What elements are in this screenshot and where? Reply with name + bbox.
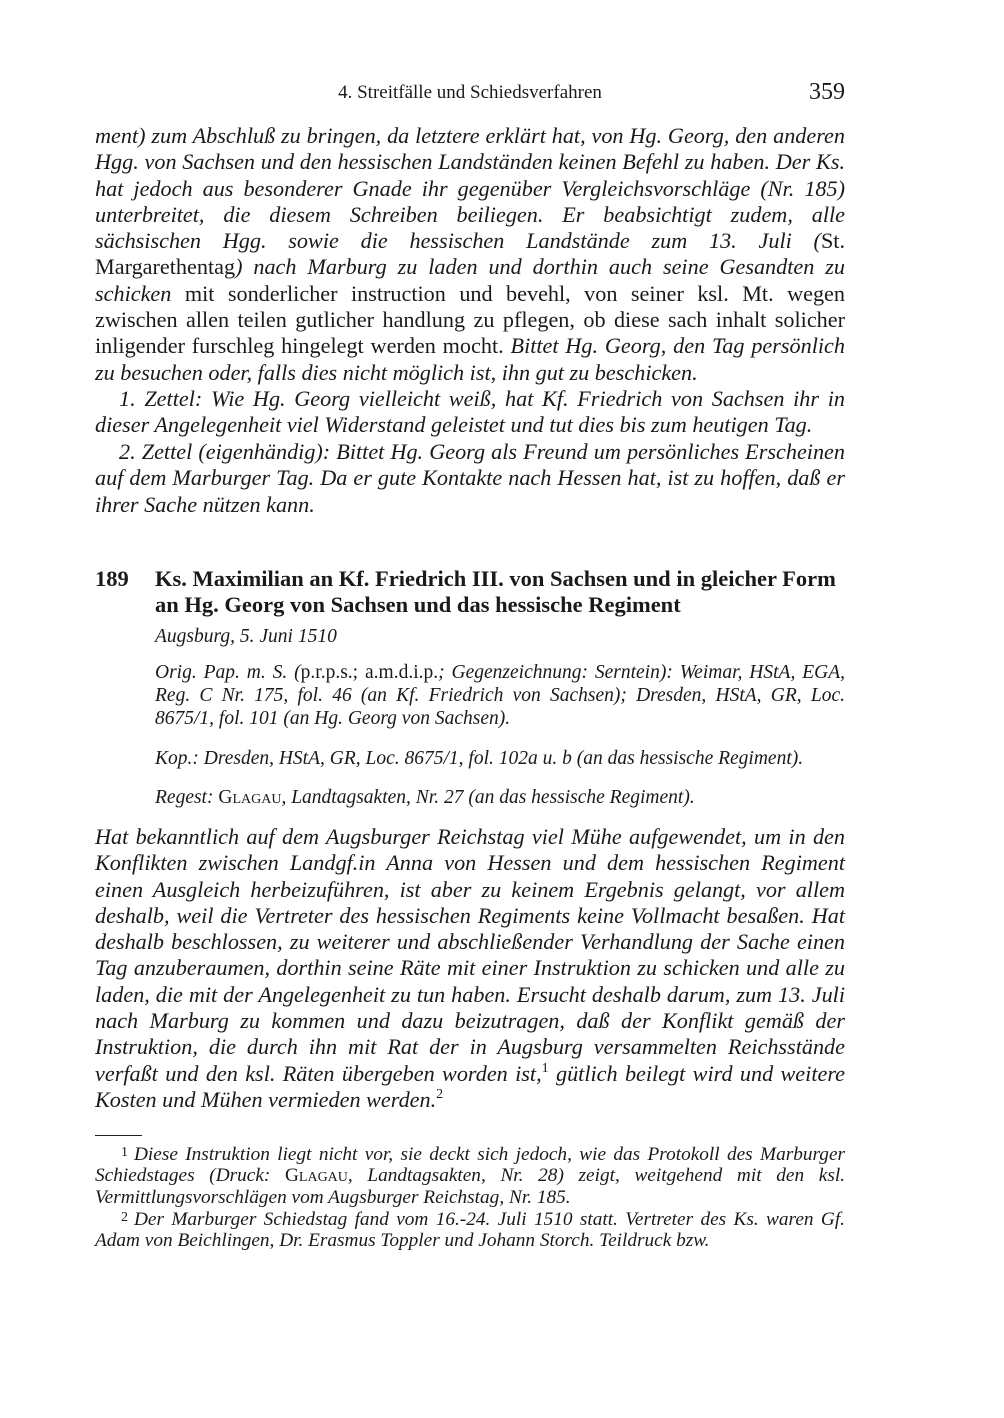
text-run: , Landtagsakten, Nr. 28) zeigt, weitgehend mit den ksl. Vermittlungsvorschlägen vom Augsburger Reichstag, Nr. 185. xyxy=(95,1165,845,1208)
text-run: ) nach Marburg zu laden und dorthin auch seine Gesandten zu schicken xyxy=(95,254,845,306)
footnote-number: 1 xyxy=(121,1145,128,1160)
text-run: gütlich beilegt wird und weitere Kosten und Mühen vermieden werden. xyxy=(95,1060,845,1112)
text-run: Hat bekanntlich auf dem Augsburger Reichstag viel Mühe aufgewendet, um in den Konflikten zwischen Landgf.in Anna von Hessen und dem hessischen Regiment einen Ausgleich herbeizuführen, ist aber zu keinem Ergebnis gelangt, vor allem deshalb, weil die Vertreter des hessischen Regiments keine Vollmacht besaßen. Hat deshalb beschlossen, zu weiterer und abschließender Verhandlung der Sache einen Tag anzuberaumen, dorthin seine Räte mit einer Instruktion zu schicken und alle zu laden, die mit der Angelegenheit zu tun haben. Ersucht deshalb darum, zum 13. Juli nach Marburg zu kommen und dazu beizutragen, daß der Konflikt gemäß der Instruktion, die durch ihn mit Rat der in Augsburg versammelten Reichsstände verfaßt und den ksl. Räten übergeben worden ist, xyxy=(95,824,845,1086)
source-original xyxy=(155,661,845,730)
entry-date: Augsburg, 5. Juni 1510 xyxy=(155,626,337,647)
text-run: Diese Instruktion liegt nicht vor, sie deckt sich jedoch, wie das Protokoll des Marburger Schiedstages (Druck: xyxy=(95,1144,845,1187)
entry-body xyxy=(95,824,845,1113)
page-number: 359 xyxy=(809,79,845,105)
prev-entry-paragraph xyxy=(95,123,845,386)
text-run: , Landtagsakten, Nr. 27 (an das hessische Regiment). xyxy=(281,787,695,808)
footnote-rule xyxy=(95,1135,142,1136)
footnote-2 xyxy=(95,1207,845,1252)
footnote-number: 2 xyxy=(121,1210,128,1225)
text-run: St. Margarethentag xyxy=(95,228,845,280)
zettel-1: 1. Zettel: Wie Hg. Georg vielleicht weiß, hat Kf. Friedrich von Sachsen ihr in dieser Angelegenheit viel Widerstand geleistet und tut dies bis zum heutigen Tag. xyxy=(95,386,845,438)
author-name: Glagau xyxy=(218,787,282,808)
text-run: Bittet Hg. Georg, den Tag persönlich zu besuchen oder, falls dies nicht möglich ist, ihn gut zu beschicken. xyxy=(95,333,845,385)
zettel-2: 2. Zettel (eigenhändig): Bittet Hg. Georg als Freund um persönliches Erscheinen auf dem Marburger Tag. Da er gute Kontakte nach Hessen hat, ist zu hoffen, daß er ihrer Sache nützen kann. xyxy=(95,439,845,517)
running-title: 4. Streitfälle und Schiedsverfahren xyxy=(338,82,602,103)
text-run: ; Gegenzeichnung: Serntein): Weimar, HStA, EGA, Reg. C Nr. 175, fol. 46 (an Kf. Friedrich von Sachsen); Dresden, HStA, GR, Loc. 8675/1, fol. 101 (an Hg. Georg von Sachsen). xyxy=(155,662,845,729)
author-name: Glagau xyxy=(284,1165,348,1187)
text-run: ment) zum Abschluß zu bringen, da letztere erklärt hat, von Hg. Georg, den anderen Hgg. von Sachsen und den hessischen Landständen keinen Befehl zu haben. Der Ks. hat jedoch aus besonderer Gnade ihr gegenüber Vergleichsvorschläge (Nr. 185) unterbreitet, die diesem Schreiben beiliegen. Er beabsichtigt zudem, alle sächsischen Hgg. sowie die hessischen Landstände zum 13. Juli ( xyxy=(95,123,845,254)
footnote-ref-2[interactable]: 2 xyxy=(436,1086,444,1102)
text-run: Regest: xyxy=(155,787,219,808)
entry-number: 189 xyxy=(95,566,129,591)
source-regest xyxy=(155,786,845,809)
running-header xyxy=(0,80,1004,106)
footnote-ref-1[interactable]: 1 xyxy=(541,1060,549,1076)
text-run: mit sonderlicher instruction und bevehl, von seiner ksl. Mt. wegen zwischen allen teilen gutlicher handlung zu pflegen, ob diese sach inhalt solicher inligender furschleg hingelegt werden mocht. xyxy=(95,280,845,359)
text-run: Der Marburger Schiedstag fand vom 16.-24. Juli 1510 statt. Vertreter des Ks. waren Gf. Adam von Beichlingen, Dr. Erasmus Toppler und Johann Storch. Teildruck bzw. xyxy=(95,1209,845,1252)
text-run: a.m.d.i.p. xyxy=(358,662,439,683)
footnote-1 xyxy=(95,1142,845,1208)
text-run: Orig. Pap. m. S. ( xyxy=(155,662,301,683)
entry-title: Ks. Maximilian an Kf. Friedrich III. von Sachsen und in gleicher Form an Hg. Georg von Sachsen und das hessische Regiment xyxy=(155,566,836,617)
source-copy: Kop.: Dresden, HStA, GR, Loc. 8675/1, fol. 102a u. b (an das hessische Regiment). xyxy=(155,748,804,769)
text-run: p.r.p.s.; xyxy=(300,662,359,683)
